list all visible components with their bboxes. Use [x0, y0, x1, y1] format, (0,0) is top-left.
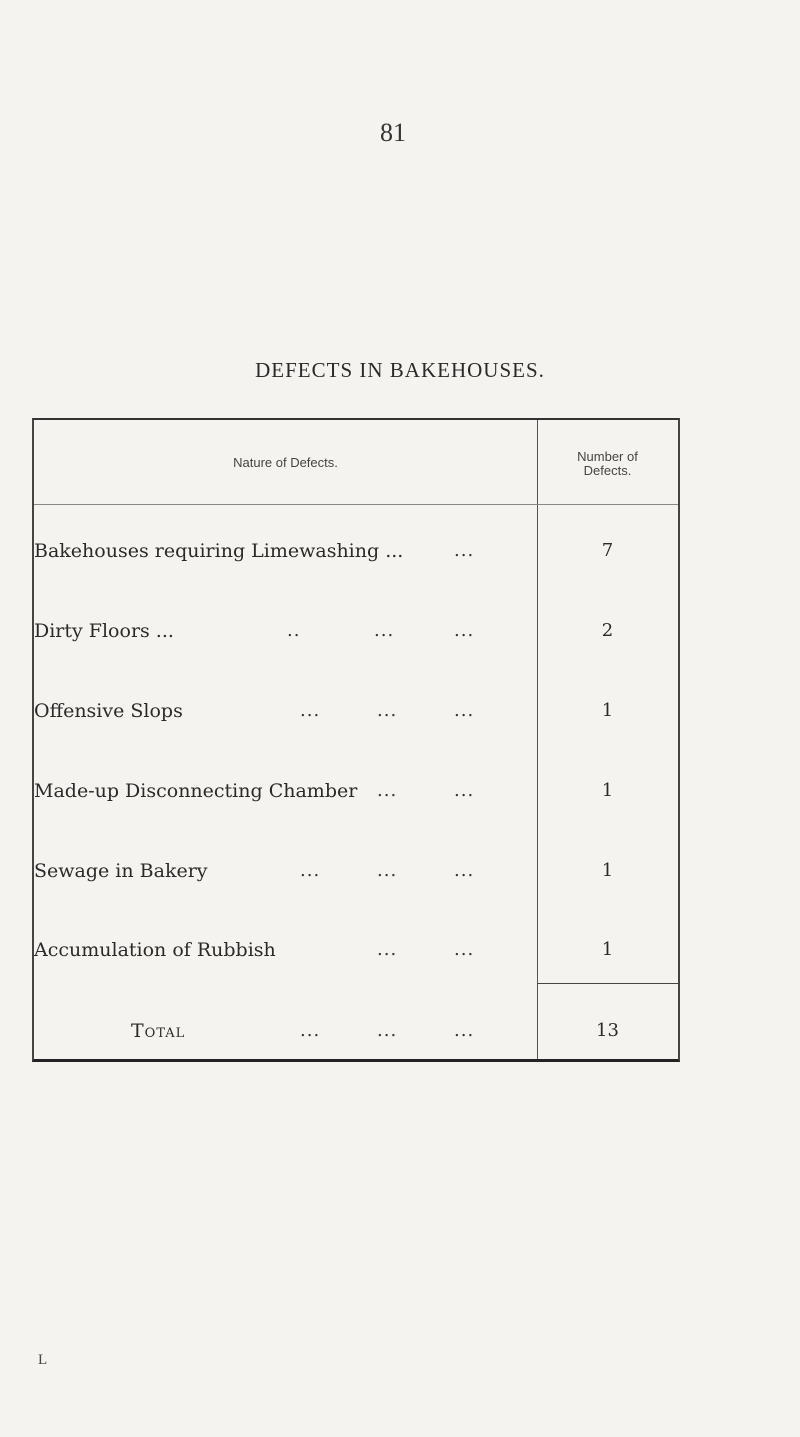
row-label: Offensive Slops	[34, 700, 183, 722]
leader-dots: ...	[454, 780, 475, 801]
table-row	[34, 616, 678, 646]
leader-dots: ...	[374, 620, 395, 641]
defects-table	[32, 418, 680, 1062]
table-row	[34, 935, 678, 965]
leader-dots: ...	[377, 939, 398, 960]
leader-dots: ...	[454, 540, 475, 561]
leader-dots: ..	[287, 620, 301, 641]
page-title: DEFECTS IN BAKEHOUSES.	[255, 358, 545, 382]
header-number-line2: Defects.	[583, 463, 632, 478]
page-number: 81	[380, 118, 406, 147]
table-row	[34, 696, 678, 726]
row-value: 1	[601, 780, 614, 801]
total-row	[34, 1016, 678, 1046]
leader-dots: ...	[300, 700, 321, 721]
leader-dots: ...	[377, 780, 398, 801]
leader-dots: ...	[454, 860, 475, 881]
leader-dots: ...	[454, 939, 475, 960]
leader-dots: ...	[377, 1020, 398, 1041]
header-rule	[34, 504, 678, 505]
row-label: Bakehouses requiring Limewashing ...	[34, 540, 404, 562]
row-value: 1	[601, 860, 614, 881]
total-label: Total	[131, 1020, 186, 1042]
table-row	[34, 776, 678, 806]
row-value: 1	[601, 700, 614, 721]
leader-dots: ...	[377, 700, 398, 721]
header-nature-of-defects: Nature of Defects.	[233, 455, 338, 470]
row-value: 2	[601, 620, 614, 641]
leader-dots: ...	[454, 700, 475, 721]
row-label: Made-up Disconnecting Chamber	[34, 780, 358, 802]
header-number-line1: Number of	[577, 449, 638, 464]
table-row	[34, 856, 678, 886]
row-label: Dirty Floors ...	[34, 620, 174, 642]
row-value: 1	[601, 939, 614, 960]
total-value: 13	[596, 1020, 619, 1041]
header-number-of-defects	[537, 450, 678, 478]
row-value: 7	[601, 540, 614, 561]
signature-mark: L	[38, 1352, 48, 1368]
leader-dots: ...	[454, 620, 475, 641]
leader-dots: ...	[377, 860, 398, 881]
total-rule	[537, 983, 678, 984]
table-row	[34, 536, 678, 566]
leader-dots: ...	[300, 1020, 321, 1041]
row-label: Sewage in Bakery	[34, 860, 208, 882]
row-label: Accumulation of Rubbish	[34, 939, 276, 961]
leader-dots: ...	[300, 860, 321, 881]
leader-dots: ...	[454, 1020, 475, 1041]
